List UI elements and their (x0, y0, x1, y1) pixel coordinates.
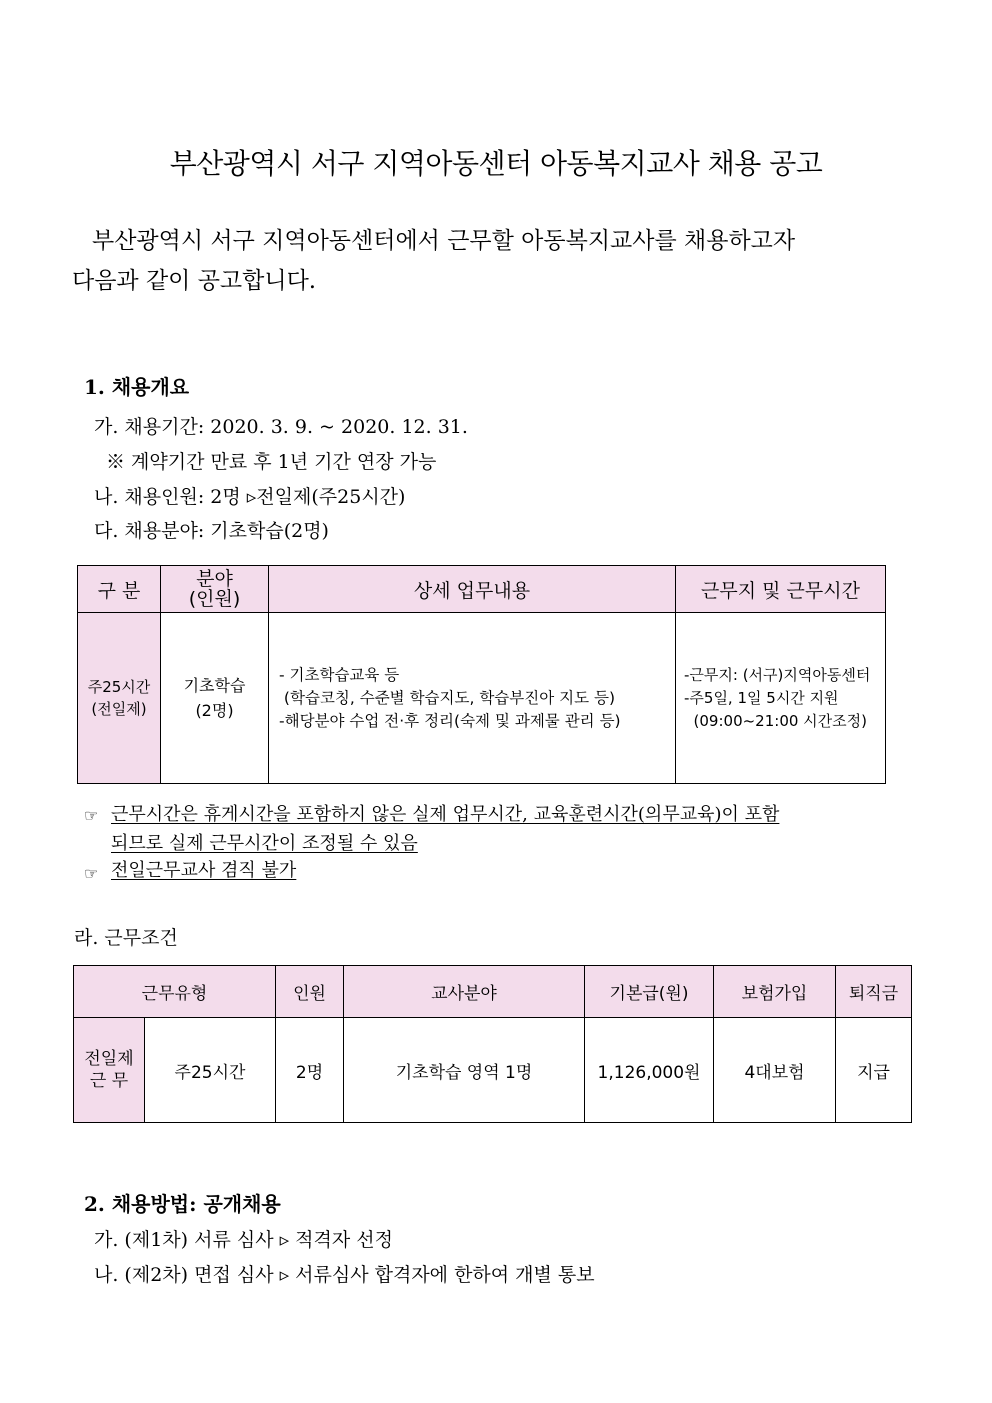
conditions-hours-cell: 주25시간 (145, 1018, 276, 1123)
section-ra-heading: 라. 근무조건 (74, 927, 178, 949)
conditions-severance-cell: 지급 (836, 1018, 912, 1123)
duty-table-header-field: 분야 (인원) (161, 566, 269, 613)
intro-line-2: 다음과 같이 공고합니다. (72, 268, 317, 294)
conditions-header-count: 인원 (276, 966, 344, 1018)
section1-item-ga-note: ※ 계약기간 만료 후 1년 기간 연장 가능 (106, 451, 437, 473)
conditions-type-cell: 전일제 근 무 (74, 1018, 145, 1123)
conditions-field-cell: 기초학습 영역 1명 (344, 1018, 585, 1123)
conditions-header-type: 근무유형 (74, 966, 276, 1018)
pointing-hand-icon: ☞ (84, 864, 99, 883)
duty-table-workplace-cell: -근무지: (서구)지역아동센터 -주5일, 1일 5시간 지원 (09:00~21:00 시간조정) (676, 613, 886, 784)
section1-item-na: 나. 채용인원: 2명 ▹전일제(주25시간) (94, 486, 406, 508)
conditions-table (73, 965, 912, 1123)
conditions-header-salary: 기본급(원) (585, 966, 714, 1018)
note2: 전일근무교사 겸직 불가 (111, 860, 297, 881)
conditions-header-field: 교사분야 (344, 966, 585, 1018)
pointing-hand-icon: ☞ (84, 806, 99, 825)
section1-item-ga: 가. 채용기간: 2020. 3. 9. ~ 2020. 12. 31. (94, 416, 468, 438)
note1-line-1: 근무시간은 휴게시간을 포함하지 않은 실제 업무시간, 교육훈련시간(의무교육)이 포함 (111, 804, 780, 825)
page-title: 부산광역시 서구 지역아동센터 아동복지교사 채용 공고 (169, 147, 823, 180)
note1-line-2: 되므로 실제 근무시간이 조정될 수 있음 (111, 833, 418, 854)
conditions-count-cell: 2명 (276, 1018, 344, 1123)
duty-table-type-cell: 주25시간 (전일제) (78, 613, 161, 784)
section1-heading: 1. 채용개요 (84, 375, 190, 399)
conditions-salary-cell: 1,126,000원 (585, 1018, 714, 1123)
conditions-header-insurance: 보험가입 (714, 966, 836, 1018)
section2-item-ga: 가. (제1차) 서류 심사 ▹ 적격자 선정 (94, 1229, 393, 1251)
duty-table-duties-cell: - 기초학습교육 등 (학습코칭, 수준별 학습지도, 학습부진아 지도 등) -해당분야 수업 전·후 정리(숙제 및 과제물 관리 등) (269, 613, 676, 784)
duty-table-field-cell: 기초학습 (2명) (161, 613, 269, 784)
conditions-insurance-cell: 4대보험 (714, 1018, 836, 1123)
duty-table-header-duties: 상세 업무내용 (269, 566, 676, 613)
section1-item-da: 다. 채용분야: 기초학습(2명) (94, 520, 329, 542)
duty-table-header-category: 구 분 (78, 566, 161, 613)
duty-table (77, 565, 886, 784)
section2-item-na: 나. (제2차) 면접 심사 ▹ 서류심사 합격자에 한하여 개별 통보 (94, 1264, 595, 1286)
intro-line-1: 부산광역시 서구 지역아동센터에서 근무할 아동복지교사를 채용하고자 (92, 228, 796, 254)
duty-table-header-workplace: 근무지 및 근무시간 (676, 566, 886, 613)
section2-heading: 2. 채용방법: 공개채용 (84, 1192, 281, 1216)
conditions-header-severance: 퇴직금 (836, 966, 912, 1018)
